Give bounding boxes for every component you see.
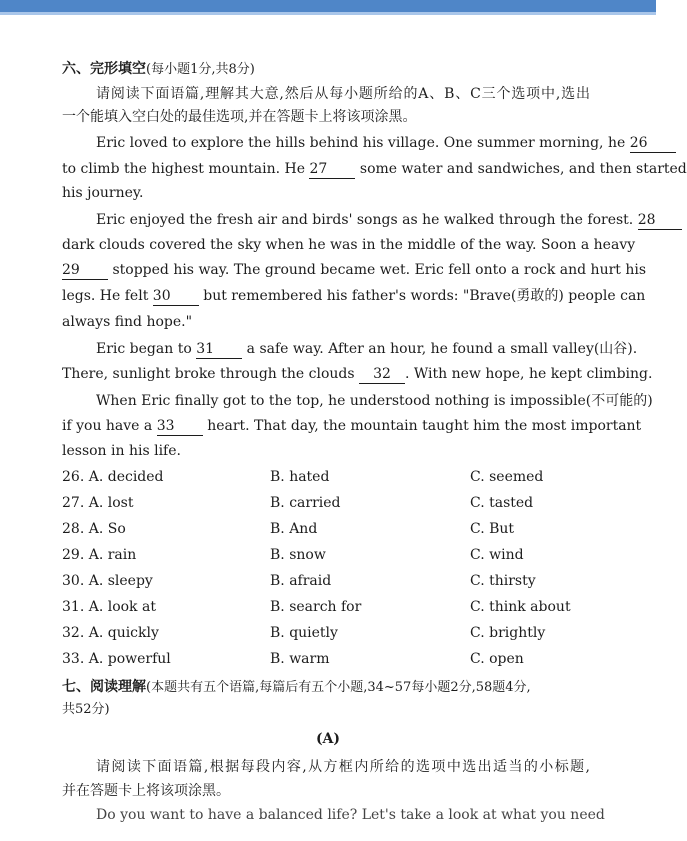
option-29-a: 29. A. rain bbox=[62, 547, 137, 563]
option-30-b: B. afraid bbox=[270, 573, 332, 589]
option-32-b: B. quietly bbox=[270, 625, 338, 641]
blank-28: 28 bbox=[638, 211, 682, 230]
option-27-b: B. carried bbox=[270, 495, 341, 511]
option-26-c: C. seemed bbox=[470, 469, 544, 485]
passage-line: his journey. bbox=[62, 185, 144, 201]
blank-33: 33 bbox=[157, 417, 203, 436]
blank-26: 26 bbox=[630, 134, 676, 153]
option-28-b: B. And bbox=[270, 521, 318, 537]
section-7-score-cont: 共52分) bbox=[62, 702, 110, 717]
option-29-c: C. wind bbox=[470, 547, 524, 563]
section-7-instruction-line2: 并在答题卡上将该项涂黑。 bbox=[62, 783, 230, 799]
passage-line: if you have a 33 heart. That day, the mountain taught him the most important bbox=[62, 418, 642, 434]
cut-off-line: Do you want to have a balanced life? Let's take a look at what you need bbox=[96, 807, 605, 823]
passage-line: to climb the highest mountain. He 27 some water and sandwiches, and then started bbox=[62, 161, 687, 177]
option-32-a: 32. A. quickly bbox=[62, 625, 159, 641]
passage-line: Eric loved to explore the hills behind his village. One summer morning, he 26 bbox=[96, 134, 590, 153]
section-6-instruction-line1: 请阅读下面语篇,理解其大意,然后从每小题所给的A、B、C三个选项中,选出 bbox=[96, 86, 590, 102]
option-26-b: B. hated bbox=[270, 469, 330, 485]
option-30-c: C. thirsty bbox=[470, 573, 536, 589]
option-33-b: B. warm bbox=[270, 651, 330, 667]
option-26-a: 26. A. decided bbox=[62, 469, 164, 485]
blank-32: 32 bbox=[359, 365, 405, 384]
option-30-a: 30. A. sleepy bbox=[62, 573, 153, 589]
passage-line: legs. He felt 30 but remembered his father's words: "Brave(勇敢的) people can bbox=[62, 288, 646, 304]
passage-line: lesson in his life. bbox=[62, 443, 181, 459]
blank-29: 29 bbox=[62, 261, 108, 280]
option-32-c: C. brightly bbox=[470, 625, 546, 641]
passage-line: dark clouds covered the sky when he was in the middle of the way. Soon a heavy bbox=[62, 237, 636, 253]
blank-30: 30 bbox=[153, 287, 199, 306]
option-28-c: C. But bbox=[470, 521, 515, 537]
passage-a-label: (A) bbox=[315, 731, 341, 747]
passage-line: Eric enjoyed the fresh air and birds' songs as he walked through the forest. 28 bbox=[96, 211, 590, 230]
option-33-c: C. open bbox=[470, 651, 524, 667]
section-6-heading: 六、完形填空(每小题1分,共8分) bbox=[62, 61, 255, 77]
passage-line: always find hope." bbox=[62, 314, 193, 330]
option-31-b: B. search for bbox=[270, 599, 362, 615]
blank-31: 31 bbox=[196, 340, 242, 359]
option-27-a: 27. A. lost bbox=[62, 495, 134, 511]
passage-line: When Eric finally got to the top, he understood nothing is impossible(不可能的) bbox=[96, 393, 653, 409]
section-6-instruction-line2: 一个能填入空白处的最佳选项,并在答题卡上将该项涂黑。 bbox=[62, 109, 417, 125]
option-33-a: 33. A. powerful bbox=[62, 651, 171, 667]
option-31-a: 31. A. look at bbox=[62, 599, 156, 615]
option-28-a: 28. A. So bbox=[62, 521, 126, 537]
passage-line: Eric began to 31 a safe way. After an hour, he found a small valley(山谷). bbox=[96, 341, 638, 357]
section-7-heading: 七、阅读理解(本题共有五个语篇,每篇后有五个小题,34~57每小题2分,58题4分, bbox=[62, 679, 531, 695]
option-27-c: C. tasted bbox=[470, 495, 534, 511]
section-7-instruction-line1: 请阅读下面语篇,根据每段内容,从方框内所给的选项中选出适当的小标题, bbox=[96, 759, 590, 775]
passage-line: 29 stopped his way. The ground became wet. Eric fell onto a rock and hurt his bbox=[62, 262, 647, 278]
blank-27: 27 bbox=[309, 160, 355, 179]
passage-line: There, sunlight broke through the clouds 32 . With new hope, he kept climbing. bbox=[62, 366, 653, 382]
option-29-b: B. snow bbox=[270, 547, 326, 563]
option-31-c: C. think about bbox=[470, 599, 571, 615]
